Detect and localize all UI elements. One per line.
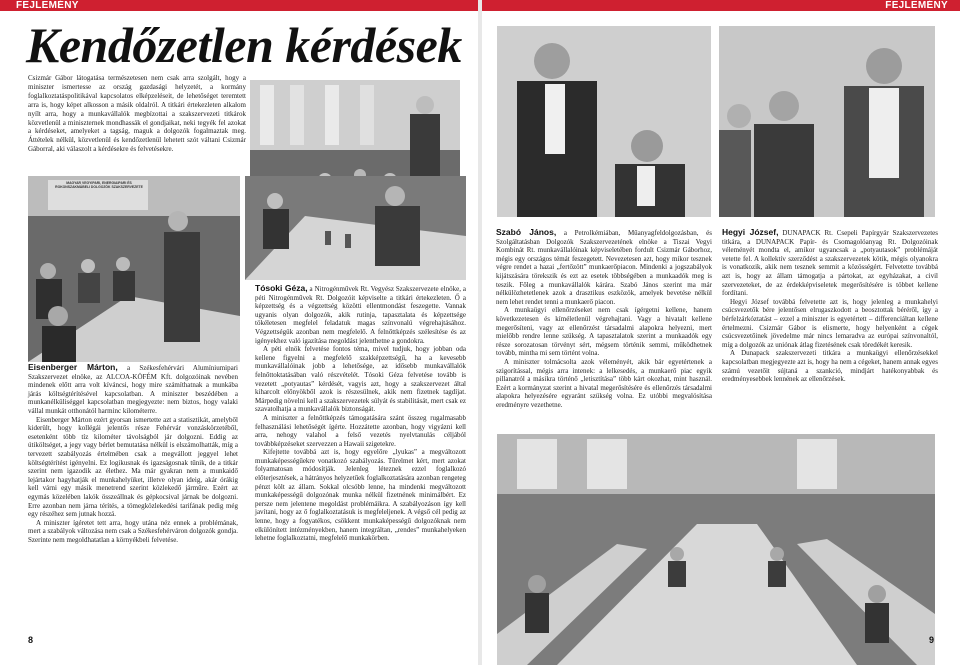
article-column-3: Szabó János, a Petrolkémiában, Műanyagfeldolgozásban, és Szolgáltatásban Dolgozók Szakszervezetének elnöke a Tiszai Vegyi Kombinát Rt. munkavállalóinak képviseletében fordult Csizmár Gáborhoz, mégis egy országos témát feszegetett. Nevezetesen azt, hogy mikor tesznek végre rendet a hazai „fertőzött” munkaerőpiacon. Mindenki a jogszabályok kijátszására törekszik és ezt az esetek többségében a munkaadók meg is teszik. Főleg a munkavállalók kárára. Szabó János szerint ma már nélkülözhetetlenek azok a drasztikus eszközök, amelyek bevetése nélkül nem lehet rendet tenni a munkaerő piacon. A munkaügyi ellenőrzéseket nem csak ígérgetni kellene, hanem következetesen és kíméletlenül végrehajtani. Vagy a hivatalt kellene megerősíteni, vagy az ellenőrzést társadalmi alapokra helyezni, mert mielőbb rendre lenne szükség. A tapasztalatok szerint a munkaadók egy része sorozatosan törvényt sért, mégsem történik semmi, működhetnek tovább, mintha mi sem történt volna. A miniszter tolmácsolta azok véleményét, akik bár egyetértenek a szigorítással, mégis arra intenek: a lelkesedés, a munkaerő piac egyik pillanatról a másikra történő „letisztítása” több kárt okozhat, mint használ. Ezért a kormányzat szerint a hivatal megerősítésére és ellenőrzés társadalmi alapokra helyezésére egyaránt szükség volna. Ez utóbbi megvalósítása eredményre vezethetne. <box>496 227 712 409</box>
article-column-2: Tósoki Géza, a Nitrogénművek Rt. Vegyész Szakszervezete elnöke, a péti Nitrogénművek Rt. Dolgozóit képviselte a titkári értekezleten. Ő a képzettség és a végzettség közötti ellentmondást feszegette. Vannak ugyanis olyan dolgozók, akik rutinja, tapasztalata és képzettsége tökéletesen megfelel feladatuk magas színvonalú végrehajtásához. Végzettségük azonban nem megfelelő. A felnőttképzés szélesítése és az igényekhez való igazítása megoldást jelenthetne a gondokra. A péti elnök felvetése fontos téma, mivel tudjuk, hogy jobban oda kellene figyelni a megfelelő szakképzettségű, ha a kevesebb munkavállalóinak jobb a lehetősége, az idősebb munkavállalók felnőttoktatásában való részvételét. Tósoki Géza felvetése tovább is vezetett „potyautas” kérdését, vagyis azt, hogy a szakszervezet által kiharcolt előnyökből azok is részesülnek, akik nem fizetnek tagdíjat. Márpedig növelni kell a szakszervezetek súlyát és stabilitását, mert csak ez szavatolhatja a munkavállalók biztonságát. A miniszter a felnőttképzés támogatására szánt összeg rugalmasabb felhasználási lehetőségét ígérte. Hozzátette azonban, hogy vigyázni kell arra, nehogy valahol a felső vezetés nyelvtanulás céljából továbbképzéseket szervezzen a Hawaii szigetekre. Kifejtette továbbá azt is, hogy egyelőre „lyukas” a megváltozott munkaképességűekre vonatkozó szabályozás. Türelmet kért, mert azokat folyamatosan módosítják. Jelenleg léteznek ezzel foglalkozó előterjesztések, a hátrányos helyzetűek foglalkoztatására azonban rengeteg pénzt költ az állam. Sokkal olcsóbb lenne, ha mindenki megváltozott munkaképességű dolgozónak munka nélkül fizetnének minimálbért. Ez persze nem jelentene megoldást problémáikra. A szabályozáson így kell javítani, hogy az ő foglalkoztatásuk is megfeleljenek. A végső cél pedig az lenne, hogy a fogyatékos, csökkent munkaképességű dolgozóknak nem elkülönített intézményekben, hanem integráltan, „rendes” munkahelyeken lehetne foglalkoztatni, megfelelő munkakörben. <box>255 283 466 543</box>
page-gutter <box>478 0 482 665</box>
photo-conference-hall <box>497 434 935 665</box>
speaker-name: Szabó János, <box>496 227 557 237</box>
page-number-left: 8 <box>28 635 34 645</box>
lead-paragraph: Csizmár Gábor látogatása természetesen nem csak arra szolgált, hogy a miniszter ismertesse az ország gazdasági helyzetét, a kormány foglalkoztatáspolitikával kapcsolatos elképzeléseit, de lehetőséget teremtett arra is, hogy képet alkosson a másik oldalról. A titkári értekezleten alkalom nyílt arra, hogy a munkavállalók megbízottai a szakszervezeti titkárok közvetlenül a miniszternek mondhassák el gondjaikat, neki tegyék fel azokat a kérdéseket, amelyeket a tagság, maguk a dolgozók fogalmaztak meg. Áttételek nélkül, közvetlenül és kendőzetlenül lehetett szót váltani Csizmár Gáborral, aki válaszolt a kérdésekre és felvetésekre. <box>28 74 246 154</box>
article-column-4: Hegyi József, DUNAPACK Rt. Csepeli Papírgyár Szakszervezetes titkára, a DUNAPACK Papír- és Csomagolóanyag Rt. Dolgozóinak véleményét mondta el, amikor ugyancsak a „potyautasok” problémáját vetette fel. A kollektív szerződést a szakszervezetek kötik, mégis olyanokra is vonatkozik, akik nem tesznek semmit a közösségért. Felvetette továbbá azt is, hogy az állam támogatja a pártokat, az egyházakat, a civil szervezeteket, de az érdekképviseletek megerősítésére is többet kellene fordítani. Hegyi József továbbá felvetette azt is, hogy jelenleg a munkahelyi csúcsvezetők bére jelentősen elrugaszkodott a beosztottak béréről, így a bérfelzárkóztatást – ezzel a miniszter is egyetértett – differenciáltan kellene értelmezni. Csizmár Gábor is elismerte, hogy helyenként a cégek csúcsvezetőinek jövedelme már nincs lemaradva az európai színvonaltól, míg a dolgozók az uniónak átlag fizetésének csak töredékét keresik. A Dunapack szakszervezeti titkára a munkaügyi ellenőrzésekkel kapcsolatban megjegyezte azt is, hogy ha nem a cégeket, hanem annak egyes számú vezetőit sújtaná a szankció, mindjárt hatékonyabbak és eredményesebbek lennének az ellenőrzések. <box>722 227 938 384</box>
section-label-right: FEJLEMÉNY <box>885 0 948 11</box>
headline: Kendőzetlen kérdések <box>26 17 462 73</box>
article-column-1: Eisenberger Márton, a Székesfehérvári Alumíniumipari Szakszervezet elnöke, az ALCOA-KÖFÉM Kft. dolgozóinak nevében mindenek előtt arra volt kíváncsi, hogy mire számíthatnak a munkába járás költségtérítésével kapcsolatban. A miniszter beszédében a munkanélküliséggel kapcsolatban megjegyezte: nem biztos, hogy valaki vállal munkát otthonától harminc kilométerre. Eisenberger Márton ezért gyorsan ismertette azt a statisztikát, amelyből kiderült, hogy kollégái jelentős része Fehérvár vonzáskörzetéből, esetenként több tíz kilométer távolságból jár dolgozni. Eddig az útiköltséget, a jegy vagy bérlet bemutatása nélkül is elszámolhatták, míg a tervezett szabályozás értelmében csak a megvállott jeggyel lehet költségtérítést igényelni. Ez logikusnak és igazságosnak tűnik, de a titkár szerint nem igazodik az élethez. Ma már gyakran nem a munkaidő lejártakor hagyhatják el munkahelyüket, illetve olyan ideig, akár órákig kell várni egy másik menetrend szerint közlekedő járműre. Ezért az egymás közelében lakók összeállnak és gépkocsival járnak be dolgozni. Erre azonban nem járna térítés, a tömegközlekedési tarifának pedig még egy részéhez sem jutnak hozzá. A miniszter ígéretet tett arra, hogy utána néz ennek a problémának, mert a szabályok változása nem csak a Székesfehérváron dolgozók gondja. Szerinte nem megoldhatatlan a környékbeli felvetése. <box>28 362 239 544</box>
photo-speakers <box>497 26 711 217</box>
photo-banner-meeting <box>28 176 240 362</box>
speaker-name: Tósoki Géza, <box>255 283 308 293</box>
photo-table-closeup <box>245 176 466 280</box>
speaker-name: Eisenberger Márton, <box>28 362 118 372</box>
photo-group <box>719 26 935 217</box>
speaker-name: Hegyi József, <box>722 227 779 237</box>
page-number-right: 9 <box>928 635 934 645</box>
banner-text: MAGYAR VEGYIPARI, ENERGIAIPARI ÉS ROKONSZAKMÁBELI DOLGOZÓK SZAKSZERVEZETE <box>55 181 143 190</box>
section-label-left: FEJLEMÉNY <box>16 0 79 11</box>
